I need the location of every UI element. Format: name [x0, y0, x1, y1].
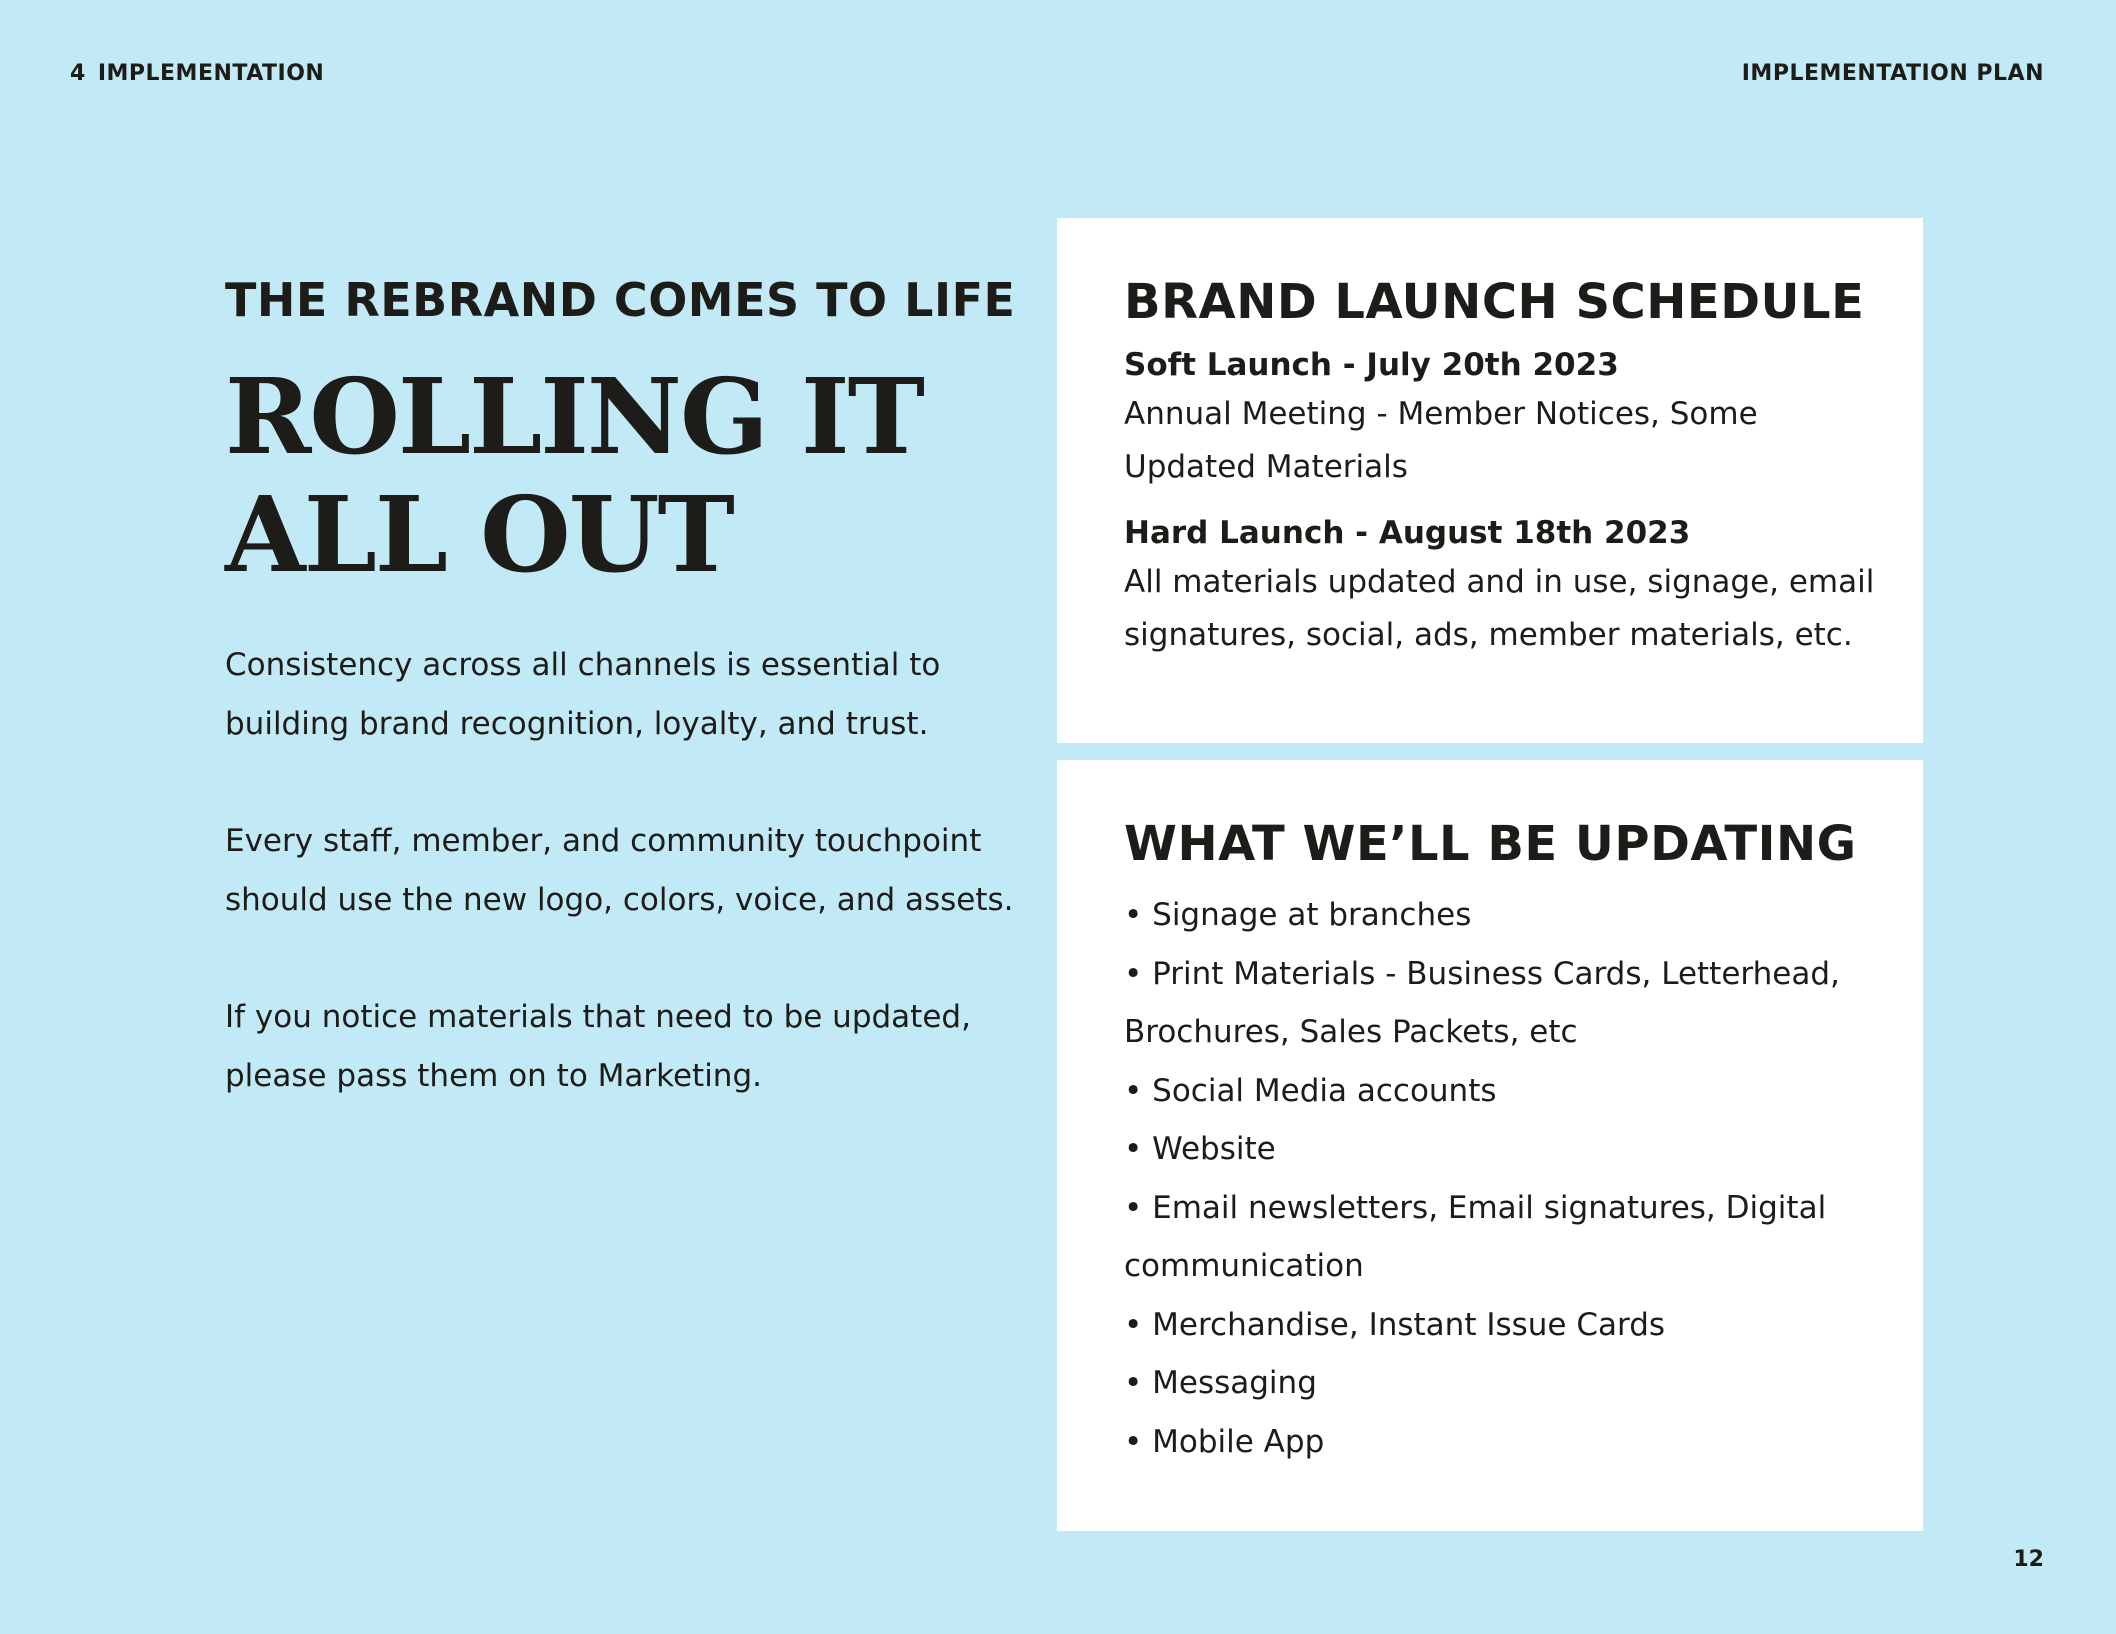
- intro-paragraph: Every staff, member, and community touchpoint should use the new logo, colors, voice, and assets.: [225, 823, 1014, 918]
- launch-schedule-card: [1057, 218, 1923, 743]
- update-item: • Mobile App: [1124, 1423, 1325, 1460]
- intro-section: [225, 268, 1015, 1164]
- page-number: 12: [2013, 1547, 2044, 1572]
- launch-heading: Hard Launch - August 18th 2023: [1124, 515, 1691, 551]
- section-title: IMPLEMENTATION: [97, 61, 325, 86]
- update-item: • Email newsletters, Email signatures, Digital communication: [1124, 1189, 1827, 1284]
- section-eyebrow: THE REBRAND COMES TO LIFE: [225, 273, 1016, 327]
- section-header: [70, 60, 324, 88]
- launch-schedule-title: BRAND LAUNCH SCHEDULE: [1124, 274, 1865, 330]
- update-item: • Print Materials - Business Cards, Letterhead, Brochures, Sales Packets, etc: [1124, 955, 1840, 1050]
- page-title: [225, 355, 1015, 596]
- intro-body: [225, 636, 1015, 1106]
- update-item: • Merchandise, Instant Issue Cards: [1124, 1306, 1666, 1343]
- launch-description: All materials updated and in use, signage, email signatures, social, ads, member materials, etc.: [1124, 564, 1875, 653]
- updates-title: WHAT WE’LL BE UPDATING: [1124, 816, 1857, 872]
- update-item: • Signage at branches: [1124, 897, 1472, 933]
- updates-list: [1124, 886, 1893, 1471]
- section-number: 4: [70, 61, 86, 86]
- launch-description: Annual Meeting - Member Notices, Some Updated Materials: [1124, 396, 1758, 485]
- intro-paragraph: If you notice materials that need to be updated, please pass them on to Marketing.: [225, 999, 971, 1094]
- launch-entry-hard: [1124, 510, 1893, 662]
- update-item: • Website: [1124, 1131, 1276, 1167]
- launch-heading: Soft Launch - July 20th 2023: [1124, 347, 1619, 383]
- page-title-line-1: ROLLING IT: [225, 355, 924, 478]
- intro-paragraph: Consistency across all channels is essential to building brand recognition, loyalty, and trust.: [225, 647, 941, 742]
- update-item: • Messaging: [1124, 1365, 1317, 1401]
- updates-card: [1057, 760, 1923, 1531]
- launch-entry-soft: [1124, 342, 1893, 494]
- update-item: • Social Media accounts: [1124, 1072, 1497, 1109]
- page-title-line-2: ALL OUT: [225, 473, 733, 596]
- document-title: IMPLEMENTATION PLAN: [1741, 61, 2044, 86]
